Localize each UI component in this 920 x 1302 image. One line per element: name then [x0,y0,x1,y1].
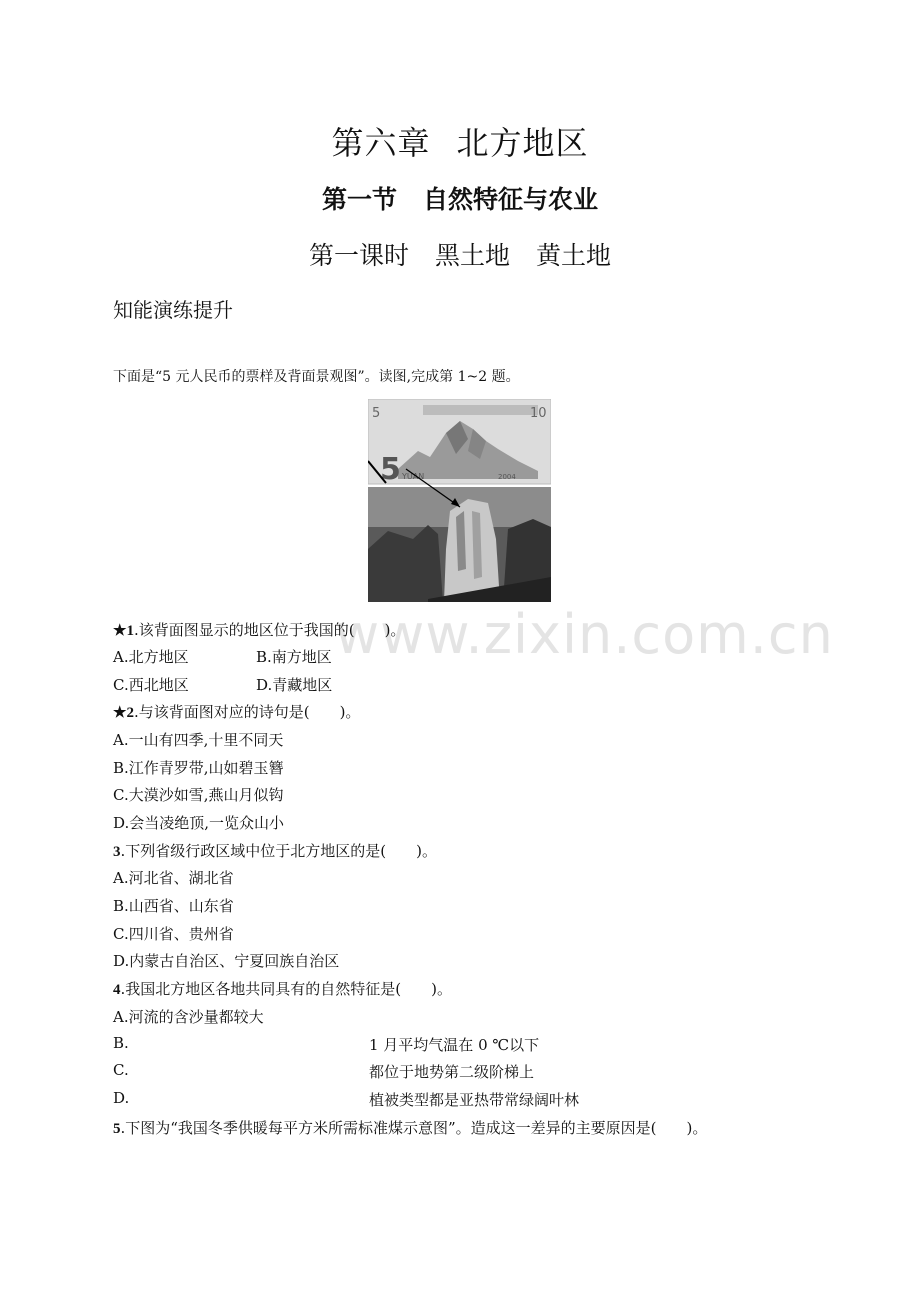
chapter-number: 第六章 [331,124,431,162]
option-d-row [113,1089,613,1107]
section-title [0,180,920,216]
question-2 [113,701,360,722]
banknote-figure [368,399,551,602]
note-denomination-large: 5 [380,452,401,487]
question-3 [113,840,437,861]
question-stem: .我国北方地区各地共同具有的自然特征是( )。 [120,980,452,998]
option-c: C.大漠沙如雪,燕山月似钩 [113,786,284,804]
question-stem: .下图为“我国冬季供暖每平方米所需标准煤示意图”。造成这一差异的主要原因是( )。 [120,1119,708,1137]
question-1 [113,619,405,640]
note-yuan-label: YUAN [402,472,425,481]
option-b: B.南方地区 [256,648,332,666]
option-d: D.会当凌绝顶,一览众山小 [113,814,285,832]
option-c-letter: C. [113,1061,129,1079]
option-b-letter: B. [113,1034,129,1052]
option-d: D.青藏地区 [256,676,333,694]
option-b-text: 1 月平均气温在 0 ℃以下 [369,1036,540,1054]
option-c: C.西北地区 [113,676,189,694]
question-number: 3 [113,844,121,860]
section-number: 第一节 [321,185,397,214]
practice-heading: 知能演练提升 [113,298,233,322]
option-c-row [113,1061,613,1079]
option-c-text: 都位于地势第二级阶梯上 [369,1063,535,1081]
option-b: B.山西省、山东省 [113,897,234,915]
section-name: 自然特征与农业 [423,185,599,214]
option-d-letter: D. [113,1089,130,1107]
question-stem: .该背面图显示的地区位于我国的( )。 [133,621,406,639]
question-number: ★1 [113,623,134,639]
option-a: A.北方地区 [113,648,189,666]
chapter-title [0,118,920,164]
lesson-topic-2: 黄土地 [536,241,612,270]
lesson-topic-1: 黑土地 [434,241,510,270]
question-1-options-row-1 [113,646,513,667]
question-1-options-row-2 [113,674,513,695]
intro-text: 下面是“5 元人民币的票样及背面景观图”。读图,完成第 1~2 题。 [113,369,520,385]
note-denomination-small: 5 [372,406,381,421]
lesson-number: 第一课时 [308,241,409,270]
question-number: 5 [113,1121,121,1137]
option-a: A.河北省、湖北省 [113,869,234,887]
note-denomination-corner: 10 [530,406,547,421]
chapter-name: 北方地区 [456,124,589,162]
option-a: A.一山有四季,十里不同天 [113,731,284,749]
option-b-row [113,1034,613,1052]
question-number: 4 [113,982,121,998]
question-5 [113,1117,707,1138]
question-stem: .与该背面图对应的诗句是( )。 [133,703,361,721]
question-4 [113,978,452,999]
question-number: ★2 [113,705,134,721]
option-b: B.江作青罗带,山如碧玉簪 [113,759,284,777]
question-stem: .下列省级行政区域中位于北方地区的是( )。 [120,842,437,860]
note-year-label: 2004 [498,473,516,481]
lesson-title [0,236,920,272]
option-c: C.四川省、贵州省 [113,925,234,943]
option-a: A.河流的含沙量都较大 [113,1008,264,1026]
watermark: www.zixin.com.cn [335,603,834,666]
option-d-text: 植被类型都是亚热带常绿阔叶林 [369,1091,580,1109]
option-d: D.内蒙古自治区、宁夏回族自治区 [113,952,340,970]
